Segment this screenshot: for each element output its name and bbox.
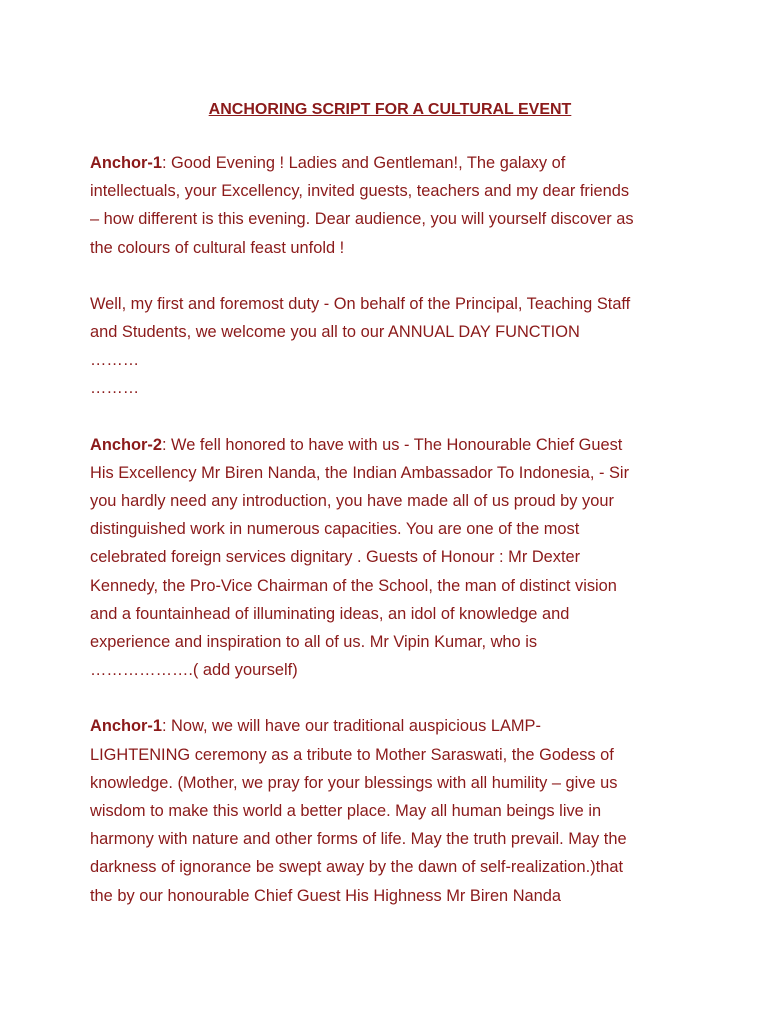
paragraph-anchor1-welcome (90, 149, 690, 262)
paragraph-first-duty (90, 290, 690, 403)
speaker-label: Anchor-1 (90, 154, 162, 172)
document-page (90, 96, 690, 910)
speaker-label: Anchor-1 (90, 717, 162, 736)
paragraph-text: : We fell honored to have with us - The Honourable Chief Guest His Excellency Mr Biren Nanda, the Indian Ambassador To Indonesia, - Sir you hardly need any introduction, you have made all of us proud by your distinguished work in numerous capacities. You are one of the most celebrated foreign services dignitary . Guests of Honour : Mr Dexter Kennedy, the Pro-Vice Chairman of the School, the man of distinct vision and a fountainhead of illuminating ideas, an idol of knowledge and experience and inspiration to all of us. Mr Vipin Kumar, who is ……………….( add yourself) (90, 435, 630, 680)
paragraph-text: Well, my first and foremost duty - On behalf of the Principal, Teaching Staff and Students, we welcome you all to our ANNUAL DAY FUNCTION ……… ……… (90, 294, 631, 398)
document-title: ANCHORING SCRIPT FOR A CULTURAL EVENT (208, 101, 572, 118)
paragraph-text: : Now, we will have our traditional auspicious LAMP- LIGHTENING ceremony as a tribute to Mother Saraswati, the Godess of knowledge. (Mother, we pray for your blessings with all humility – give us wisdom to make this world a better place. May all human beings live in harmony with nature and other forms of life. May the truth prevail. May the darkness of ignorance be swept away by the dawn of self-realization.)that the by our honourable Chief Guest His Highness Mr Biren Nanda (90, 717, 627, 905)
paragraph-text: : Good Evening ! Ladies and Gentleman!, The galaxy of intellectuals, your Excellency, invited guests, teachers and my dear friends – how different is this evening. Dear audience, you will yourself discover as the colours of cultural feast unfold ! (90, 154, 634, 257)
paragraph-anchor1-lamp (90, 712, 690, 909)
speaker-label: Anchor-2 (90, 435, 162, 454)
paragraph-anchor2-guests (90, 431, 690, 685)
